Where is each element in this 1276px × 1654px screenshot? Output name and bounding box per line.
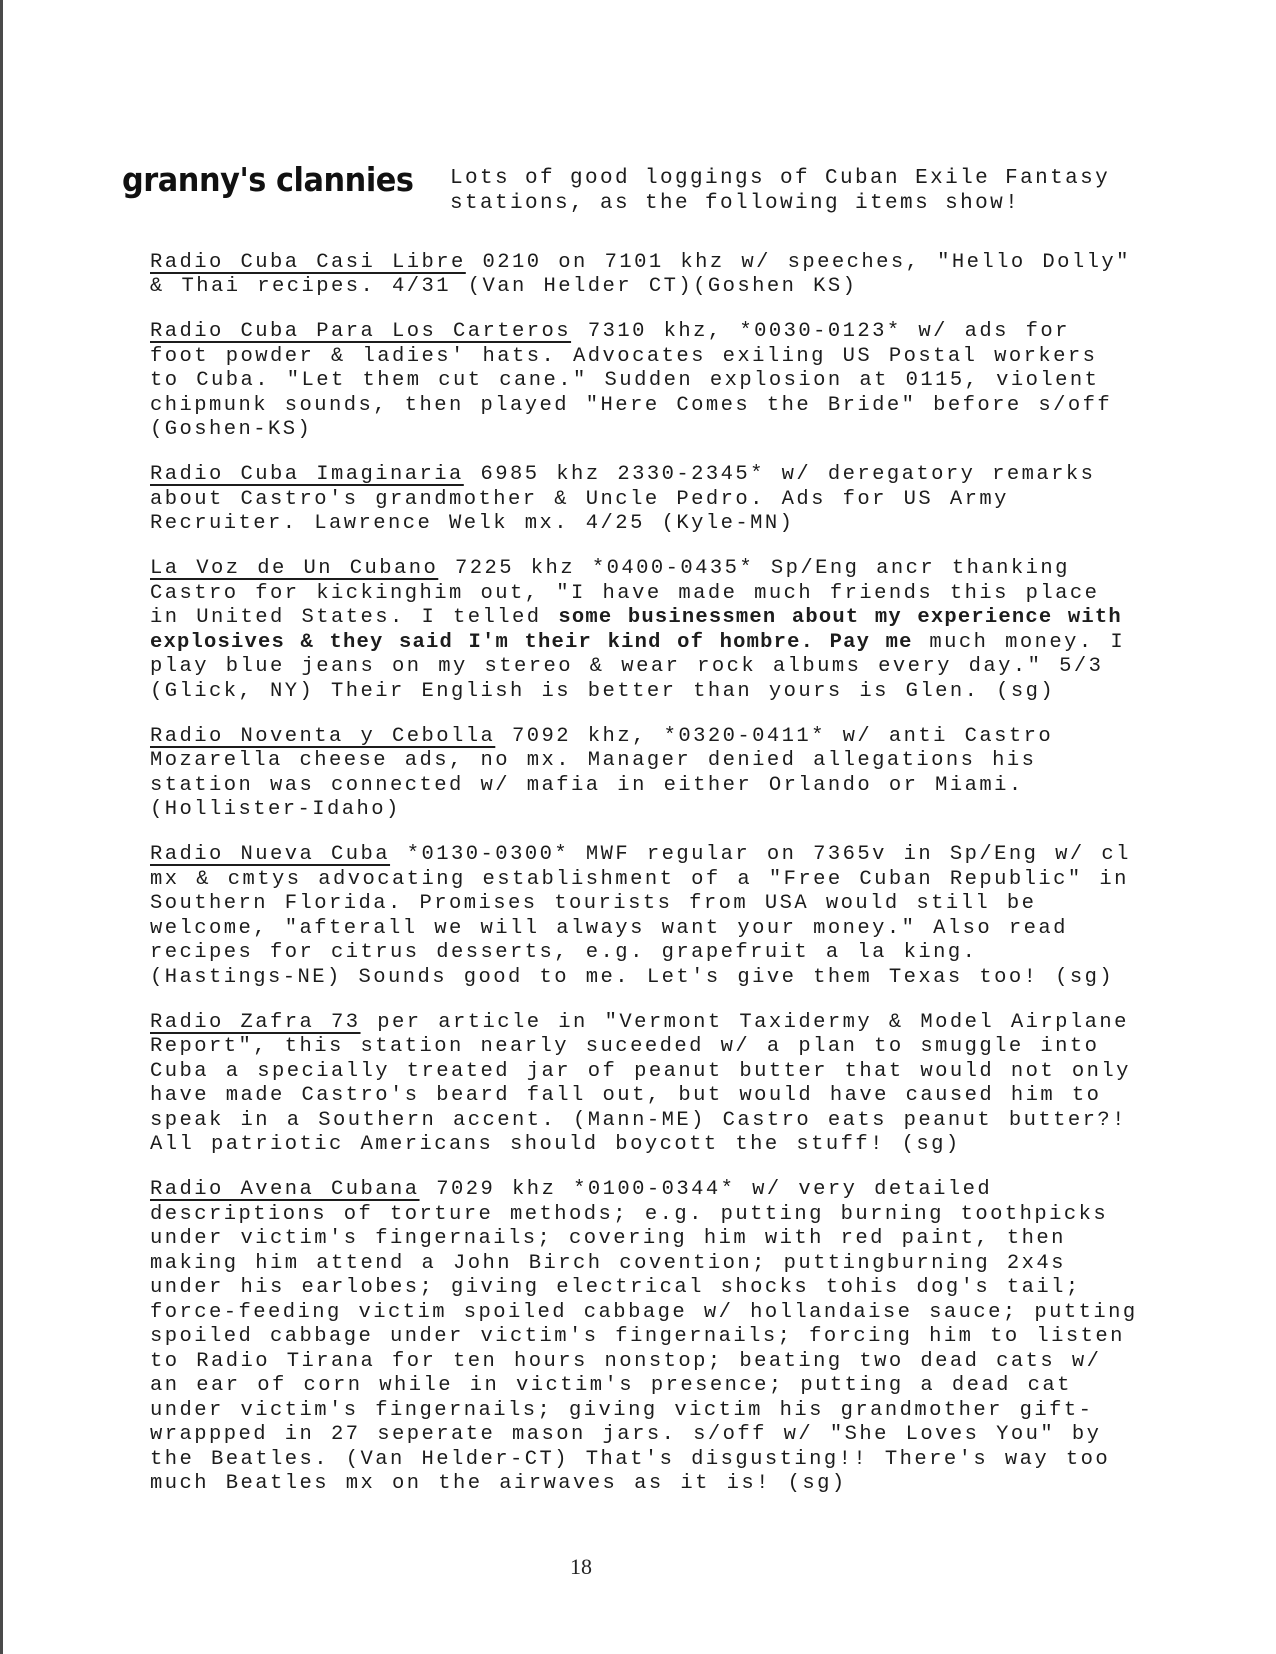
logging-entry [150, 843, 1140, 990]
station-name: Radio Noventa y Cebolla [150, 724, 496, 748]
section-title: granny's clannies [122, 160, 414, 199]
page-edge [0, 0, 3, 1654]
loggings-list [150, 230, 1140, 1510]
logging-entry [150, 251, 1140, 300]
station-name: Radio Zafra 73 [150, 1010, 361, 1034]
logging-entry [150, 463, 1140, 537]
entry-text: per article in "Vermont Taxidermy & Model Airplane Report", this station nearly suceeded w/ a plan to smuggle into Cuba a specially treated jar of peanut butter that would not only have made Castro's beard fall out, but would have caused him to speak in a Southern accent. (Mann-ME) Castro eats peanut butter?! All patriotic Americans should boycott the stuff! (sg) [150, 1010, 1131, 1156]
entry-text: 6985 khz 2330-2345* w/ deregatory remarks about Castro's grandmother & Uncle Pedro. Ads for US Army Recruiter. Lawrence Welk mx. 4/25 (Kyle-MN) [150, 463, 1096, 535]
entry-text: 7029 khz *0100-0344* w/ very detailed descriptions of torture methods; e.g. putting burning toothpicks under victim's fingernails; covering him with red paint, then making him attend a John Birch covention; puttingburning 2x4s under his earlobes; giving electrical shocks tohis dog's tail; force-feeding victim spoiled cabbage w/ hollandaise sauce; putting spoiled cabbage under victim's fingernails; forcing him to listen to Radio Tirana for ten hours nonstop; beating two dead cats w/ an ear of corn while in victim's presence; putting a dead cat under victim's fingernails; giving victim his grandmother gift-wrappped in 27 seperate mason jars. s/off w/ "She Loves You" by the Beatles. (Van Helder-CT) That's disgusting!! There's way too much Beatles mx on the airwaves as it is! (sg) [150, 1178, 1138, 1495]
entry-text: 7092 khz, *0320-0411* w/ anti Castro Mozarella cheese ads, no mx. Manager denied allegations his station was connected w/ mafia in either Orlando or Miami. (Hollister-Idaho) [150, 724, 1054, 821]
logging-entry [150, 1178, 1140, 1497]
entry-text: 0210 on 7101 khz w/ speeches, "Hello Dolly" & Thai recipes. 4/31 (Van Helder CT)(Goshen KS) [150, 250, 1131, 298]
station-name: Radio Avena Cubana [150, 1178, 420, 1201]
entry-bold-text: some businessmen about my experience with explosives & they said I'm their kind of hombre. Pay me [150, 606, 1122, 654]
entry-text: 7225 khz *0400-0435* Sp/Eng ancr thanking Castro for kickinghim out, "I have made much friends this place in United States. I telled [150, 557, 1100, 629]
page-number: 18 [570, 1554, 592, 1579]
station-name: La Voz de Un Cubano [150, 557, 439, 580]
logging-entry [150, 320, 1140, 443]
logging-entry [150, 557, 1140, 704]
logging-entry [150, 1011, 1140, 1158]
entry-text: *0130-0300* MWF regular on 7365v in Sp/Eng w/ cl mx & cmtys advocating establishment of a "Free Cuban Republic" in Southern Florida. Promises tourists from USA would still be welcome, "afterall we will always want your money." Also read recipes for citrus desserts, e.g. grapefruit a la king. (Hastings-NE) Sounds good to me. Let's give them Texas too! (sg) [150, 843, 1131, 989]
station-name: Radio Cuba Para Los Carteros [150, 320, 572, 343]
entry-text-after: much money. I play blue jeans on my stereo & wear rock albums every day." 5/3 (Glick, NY) Their English is better than yours is Glen. (sg) [150, 630, 1126, 703]
station-name: Radio Nueva Cuba [150, 843, 391, 866]
entry-text: 7310 khz, *0030-0123* w/ ads for foot powder & ladies' hats. Advocates exiling US Postal workers to Cuba. "Let them cut cane." Sudden explosion at 0115, violent chipmunk sounds, then played "Here Comes the Bride" before s/off (Goshen-KS) [150, 320, 1113, 441]
intro-text: Lots of good loggings of Cuban Exile Fantasy stations, as the following items show! [450, 167, 1111, 215]
logging-entry [150, 725, 1140, 823]
station-name: Radio Cuba Imaginaria [150, 463, 464, 486]
station-name: Radio Cuba Casi Libre [150, 250, 466, 274]
